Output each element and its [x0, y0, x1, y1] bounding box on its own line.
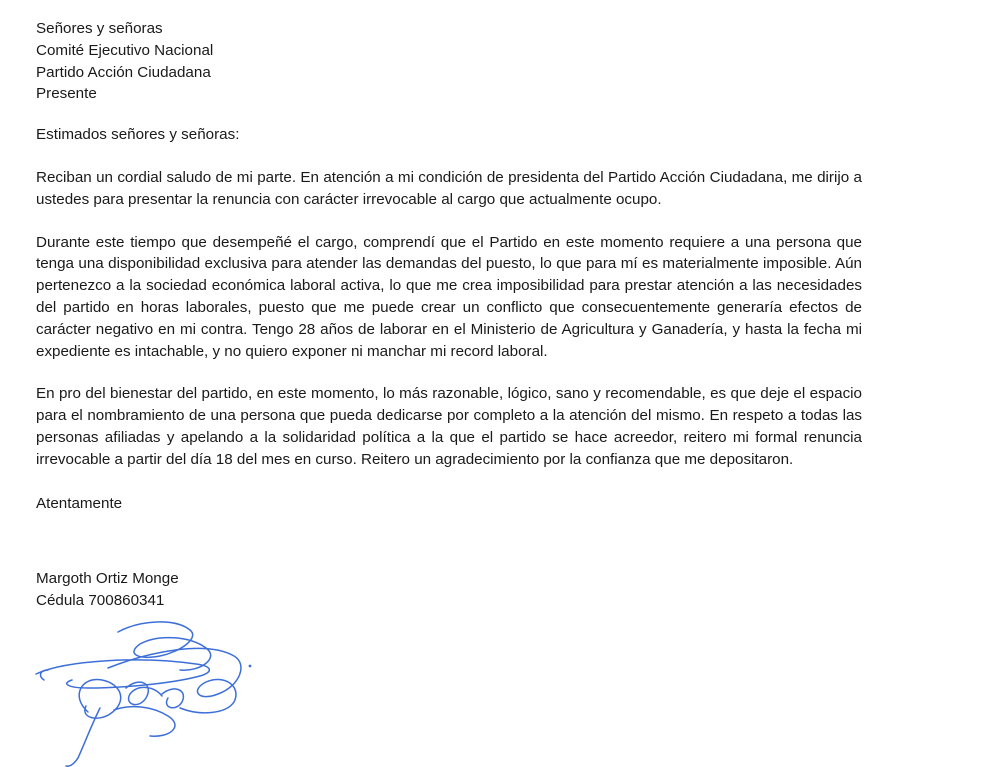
addressee-line-4: Presente — [36, 85, 97, 103]
signer-block — [36, 568, 862, 612]
handwritten-signature — [30, 612, 270, 767]
signer-id: Cédula 700860341 — [36, 592, 165, 610]
closing: Atentamente — [36, 494, 123, 512]
resignation-letter — [36, 18, 862, 612]
body-paragraph-1: Reciban un cordial saludo de mi parte. En atención a mi condición de presidenta del Partido Acción Ciudadana, me dirijo a ustedes para presentar la renuncia con carácter irrevocable al cargo que actualmente ocupo. — [36, 168, 862, 208]
body-paragraph-2: Durante este tiempo que desempeñé el cargo, comprendí que el Partido en este momento requiere a una persona que tenga una disponibilidad exclusiva para atender las demandas del puesto, lo que para mí es materialmente imposible. Aún pertenezco a la sociedad económica laboral activa, lo que me crea imposibilidad para prestar atención a las necesidades del partido en horas laborales, puesto que me puede crear un conflicto que consecuentemente generaría efectos de carácter negativo en mi contra. Tengo 28 años de laborar en el Ministerio de Agricultura y Ganadería, y hasta la fecha mi expediente es intachable, y no quiero exponer ni manchar mi record laboral. — [36, 233, 862, 360]
signer-name: Margoth Ortiz Monge — [36, 570, 179, 588]
body-paragraph-3: En pro del bienestar del partido, en este momento, lo más razonable, lógico, sano y recomendable, es que deje el espacio para el nombramiento de una persona que pueda dedicarse por completo a la atención del mismo. En respeto a todas las personas afiliadas y apelando a la solidaridad política a la que el partido se hace acreedor, reitero mi formal renuncia irrevocable a partir del día 18 del mes en curso. Reitero un agradecimiento por la confianza que me depositaron. — [36, 385, 862, 468]
salutation: Estimados señores y señoras: — [36, 126, 240, 144]
addressee-line-3: Partido Acción Ciudadana — [36, 63, 211, 81]
addressee-line-1: Señores y señoras — [36, 20, 163, 37]
addressee-line-2: Comité Ejecutivo Nacional — [36, 41, 214, 59]
addressee-block — [36, 18, 862, 105]
signature-space — [36, 514, 862, 568]
